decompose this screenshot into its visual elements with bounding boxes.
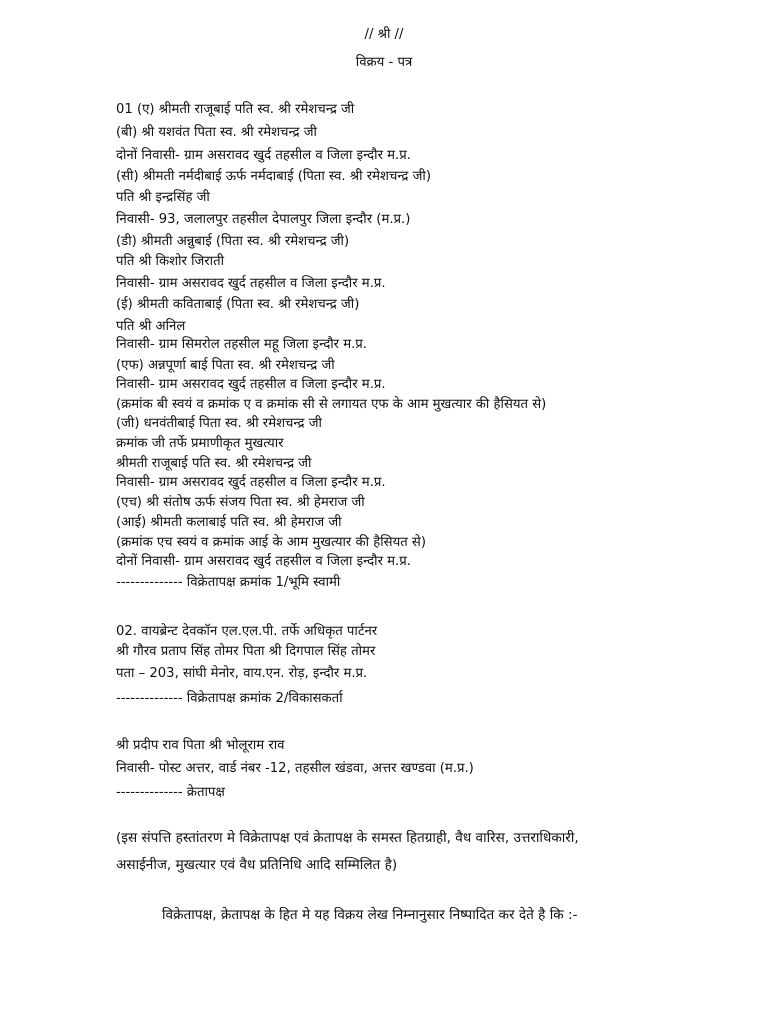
seller-1-line: दोनों निवासी- ग्राम असरावद खुर्द तहसील व जिला इन्दौर म.प्र. (116, 148, 411, 163)
buyer-role: -------------- क्रेतापक्ष (116, 785, 225, 800)
inclusion-note-line: (इस संपत्ति हस्तांतरण मे विक्रेतापक्ष एवं क्रेतापक्ष के समस्त हितग्राही, वैध वारिस, उत्तराधिकारी, (116, 830, 579, 846)
buyer-line: निवासी- पोस्ट अत्तर, वार्ड नंबर -12, तहसील खंडवा, अत्तर खण्डवा (म.प्र.) (116, 761, 474, 776)
buyer-line: श्री प्रदीप राव पिता श्री भोलूराम राव (116, 738, 285, 753)
seller-1-role: -------------- विक्रेतापक्ष क्रमांक 1/भूमि स्वामी (116, 575, 341, 590)
seller-2-role: -------------- विक्रेतापक्ष क्रमांक 2/विकासकर्ता (116, 691, 343, 706)
seller-1-line: (क्रमांक एच स्वयं व क्रमांक आई के आम मुखत्यार की हैसियत से) (116, 535, 426, 550)
closing-statement: विक्रेतापक्ष, क्रेतापक्ष के हित मे यह विक्रय लेख निम्नानुसार निष्पादित कर देते है कि :- (162, 907, 578, 923)
seller-1-line: (जी) धनवंतीबाई पिता स्व. श्री रमेशचन्द्र जी (116, 416, 322, 431)
seller-1-line: निवासी- ग्राम असरावद खुर्द तहसील व जिला इन्दौर म.प्र. (116, 377, 386, 392)
seller-1-line: (डी) श्रीमती अन्नुबाई (पिता स्व. श्री रमेशचन्द्र जी) (116, 234, 350, 249)
seller-1-line: पति श्री अनिल (116, 319, 186, 334)
inclusion-note-line: असाईनीज, मुखत्यार एवं वैध प्रतिनिधि आदि सम्मिलित है) (116, 857, 398, 873)
seller-2-line: पता – 203, सांघी मेनोर, वाय.एन. रोड़, इन्दौर म.प्र. (116, 666, 368, 681)
seller-1-line: (सी) श्रीमती नर्मदीबाई ऊर्फ नर्मदाबाई (पिता स्व. श्री रमेशचन्द्र जी) (116, 169, 431, 184)
seller-1-line: निवासी- 93, जलालपुर तहसील देपालपुर जिला इन्दौर (म.प्र.) (116, 212, 411, 227)
seller-1-line: निवासी- ग्राम असरावद खुर्द तहसील व जिला इन्दौर म.प्र. (116, 276, 386, 291)
seller-1-line: निवासी- ग्राम असरावद खुर्द तहसील व जिला इन्दौर म.प्र. (116, 475, 386, 490)
invocation-heading: // श्री // (364, 27, 404, 42)
seller-1-line: (क्रमांक बी स्वयं व क्रमांक ए व क्रमांक सी से लगायत एफ के आम मुखत्यार की हैसियत से) (116, 397, 547, 412)
seller-1-line: (बी) श्री यशवंत पिता स्व. श्री रमेशचन्द्र जी (116, 125, 317, 140)
seller-1-line: 01 (ए) श्रीमती राजूबाई पति स्व. श्री रमेशचन्द्र जी (116, 102, 355, 117)
seller-1-line: (ई) श्रीमती कविताबाई (पिता स्व. श्री रमेशचन्द्र जी) (116, 297, 360, 312)
seller-1-line: दोनों निवासी- ग्राम असरावद खुर्द तहसील व जिला इन्दौर म.प्र. (116, 554, 411, 569)
seller-1-line: पति श्री किशोर जिराती (116, 254, 225, 269)
seller-1-line: क्रमांक जी तर्फे प्रमाणीकृत मुखत्यार (116, 436, 284, 451)
document-title: विक्रय - पत्र (355, 55, 413, 70)
seller-1-line: (एच) श्री संतोष ऊर्फ संजय पिता स्व. श्री हेमराज जी (116, 495, 365, 510)
seller-2-line: 02. वायब्रेन्ट देवकॉन एल.एल.पी. तर्फे अधिकृत पार्टनर (116, 624, 378, 639)
seller-1-line: पति श्री इन्द्रसिंह जी (116, 190, 210, 205)
seller-2-line: श्री गौरव प्रताप सिंह तोमर पिता श्री दिगपाल सिंह तोमर (116, 644, 376, 659)
seller-1-line: श्रीमती राजूबाई पति स्व. श्री रमेशचन्द्र जी (116, 456, 312, 471)
seller-1-line: निवासी- ग्राम सिमरोल तहसील महू जिला इन्दौर म.प्र. (116, 337, 367, 352)
seller-1-line: (आई) श्रीमती कलाबाई पति स्व. श्री हेमराज जी (116, 515, 342, 530)
seller-1-line: (एफ) अन्नपूर्णा बाई पिता स्व. श्री रमेशचन्द्र जी (116, 358, 335, 373)
